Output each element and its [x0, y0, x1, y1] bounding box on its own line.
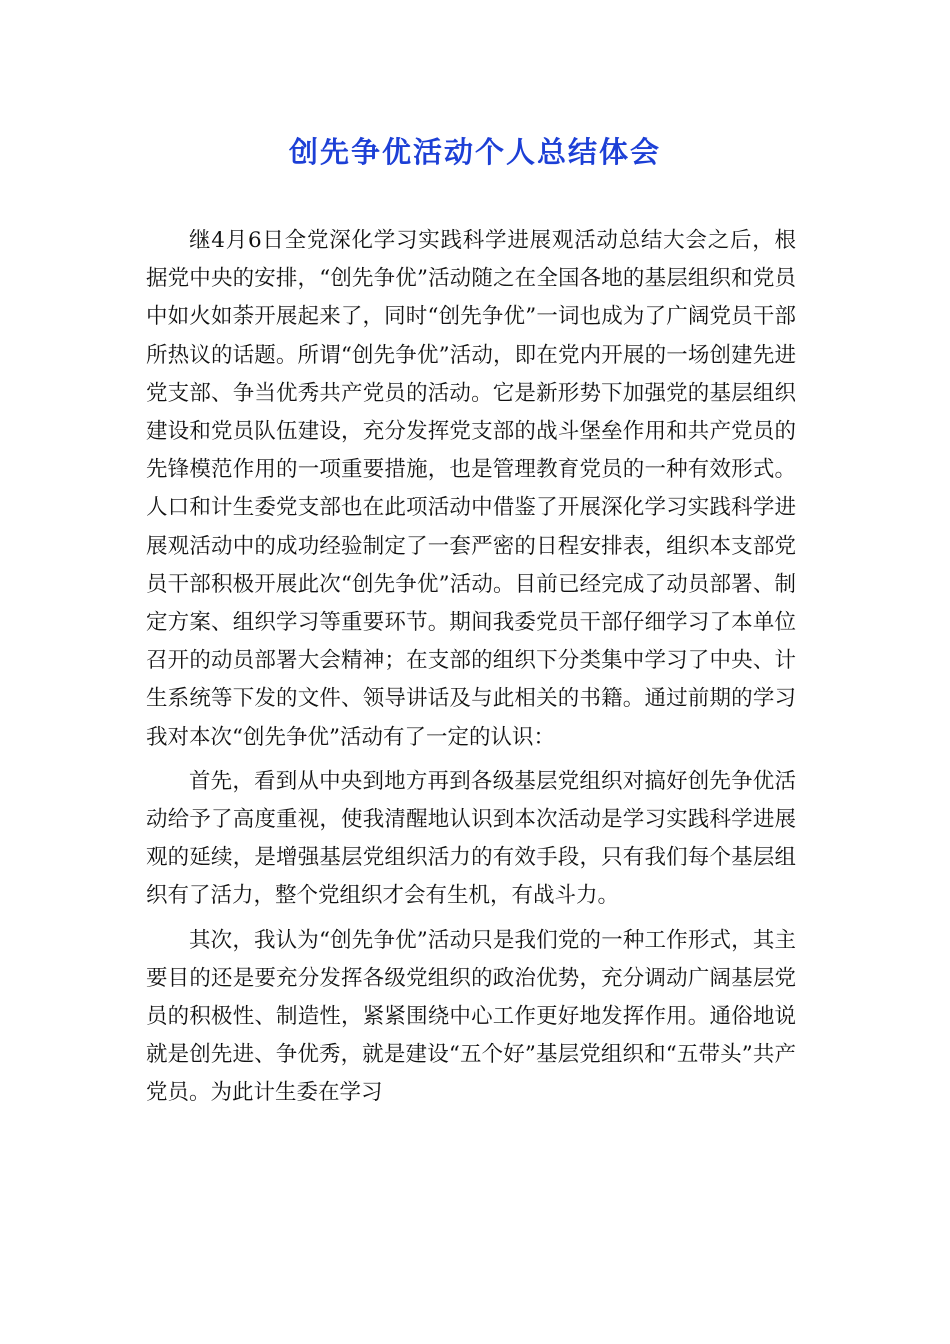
paragraph-second-point: 其次，我认为“创先争优”活动只是我们党的一种工作形式，其主要目的还是要充分发挥各级党组织的政治优势，充分调动广阔基层党员的积极性、制造性，紧紧围绕中心工作更好地发挥作用。通俗地说就是创先进、争优秀，就是建设“五个好”基层党组织和“五带头”共产党员。为此计生委在学习 [146, 927, 797, 1106]
paragraph-first-point: 首先，看到从中央到地方再到各级基层党组织对搞好创先争优活动给予了高度重视，使我清醒地认识到本次活动是学习实践科学进展观的延续，是增强基层党组织活力的有效手段，只有我们每个基层组织有了活力，整个党组织才会有生机，有战斗力。 [146, 768, 796, 909]
document-title: 创先争优活动个人总结体会 [288, 135, 661, 169]
document-body [146, 222, 796, 1113]
paragraph-intro: 继4月6日全党深化学习实践科学进展观活动总结大会之后，根据党中央的安排，“创先争优”活动随之在全国各地的基层组织和党员中如火如荼开展起来了，同时“创先争优”一词也成为了广阔党员干部所热议的话题。所谓“创先争优”活动，即在党内开展的一场创建先进党支部、争当优秀共产党员的活动。它是新形势下加强党的基层组织建设和党员队伍建设，充分发挥党支部的战斗堡垒作用和共产党员的先锋模范作用的一项重要措施，也是管理教育党员的一种有效形式。人口和计生委党支部也在此项活动中借鉴了开展深化学习实践科学进展观活动中的成功经验制定了一套严密的日程安排表，组织本支部党员干部积极开展此次“创先争优”活动。目前已经完成了动员部署、制定方案、组织学习等重要环节。期间我委党员干部仔细学习了本单位召开的动员部署大会精神；在支部的组织下分类集中学习了中央、计生系统等下发的文件、领导讲话及与此相关的书籍。通过前期的学习我对本次“创先争优”活动有了一定的认识： [146, 228, 796, 750]
